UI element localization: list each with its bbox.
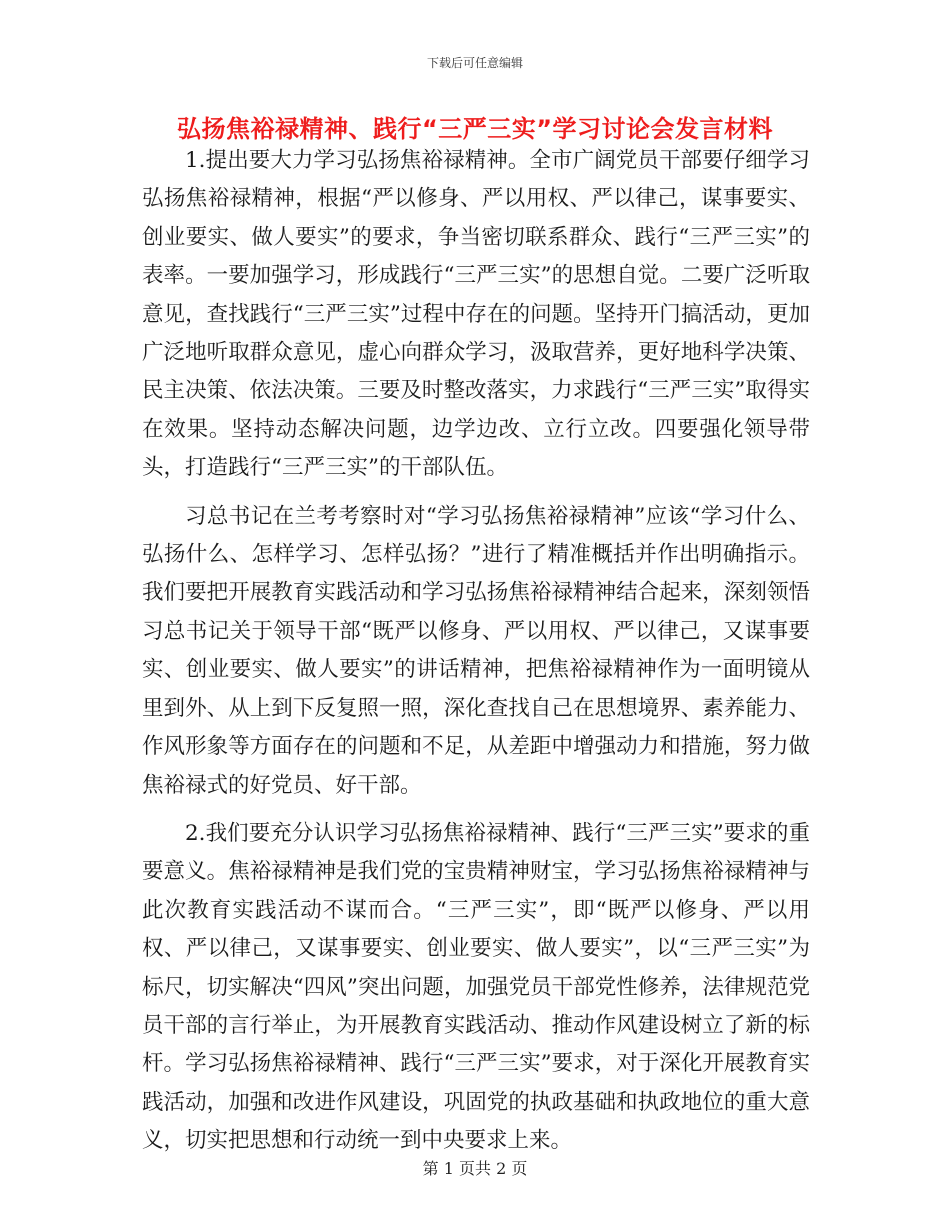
document-title: 弘扬焦裕禄精神、践行“三严三实”学习讨论会发言材料 [176, 115, 774, 143]
paragraph-2: 习总书记在兰考考察时对“学习弘扬焦裕禄精神”应该“学习什么、弘扬什么、怎样学习、怎样弘扬？”进行了精准概括并作出明确指示。我们要把开展教育实践活动和学习弘扬焦裕禄精神结合起来，深刻领悟习总书记关于领导干部“既严以修身、严以用权、严以律己，又谋事要实、创业要实、做人要实”的讲话精神，把焦裕禄精神作为一面明镜从里到外、从上到下反复照一照，深化查找自己在思想境界、素养能力、作风形象等方面存在的问题和不足，从差距中增强动力和措施，努力做焦裕禄式的好党员、好干部。 [142, 503, 810, 798]
document-body [142, 142, 810, 1161]
paragraph-1: 1.提出要大力学习弘扬焦裕禄精神。全市广阔党员干部要仔细学习弘扬焦裕禄精神，根据“严以修身、严以用权、严以律己，谋事要实、创业要实、做人要实”的要求，争当密切联系群众、践行“三严三实”的表率。一要加强学习，形成践行“三严三实”的思想自觉。二要广泛听取意见，查找践行“三严三实”过程中存在的问题。坚持开门搞活动，更加广泛地听取群众意见，虚心向群众学习，汲取营养，更好地科学决策、民主决策、依法决策。三要及时整改落实，力求践行“三严三实”取得实在效果。坚持动态解决问题，边学边改、立行立改。四要强化领导带头，打造践行“三严三实”的干部队伍。 [142, 148, 810, 481]
page-number: 第 1 页共 2 页 [422, 1159, 528, 1178]
header-note: 下载后可任意编辑 [426, 56, 523, 70]
paragraph-3: 2.我们要充分认识学习弘扬焦裕禄精神、践行“三严三实”要求的重要意义。焦裕禄精神是我们党的宝贵精神财宝，学习弘扬焦裕禄精神与此次教育实践活动不谋而合。“三严三实”，即“既严以修身、严以用权、严以律己，又谋事要实、创业要实、做人要实”，以“三严三实”为标尺，切实解决“四风”突出问题，加强党员干部党性修养，法律规范党员干部的言行举止，为开展教育实践活动、推动作风建设树立了新的标杆。学习弘扬焦裕禄精神、践行“三严三实”要求，对于深化开展教育实践活动，加强和改进作风建设，巩固党的执政基础和执政地位的重大意义，切实把思想和行动统一到中央要求上来。 [142, 820, 810, 1154]
